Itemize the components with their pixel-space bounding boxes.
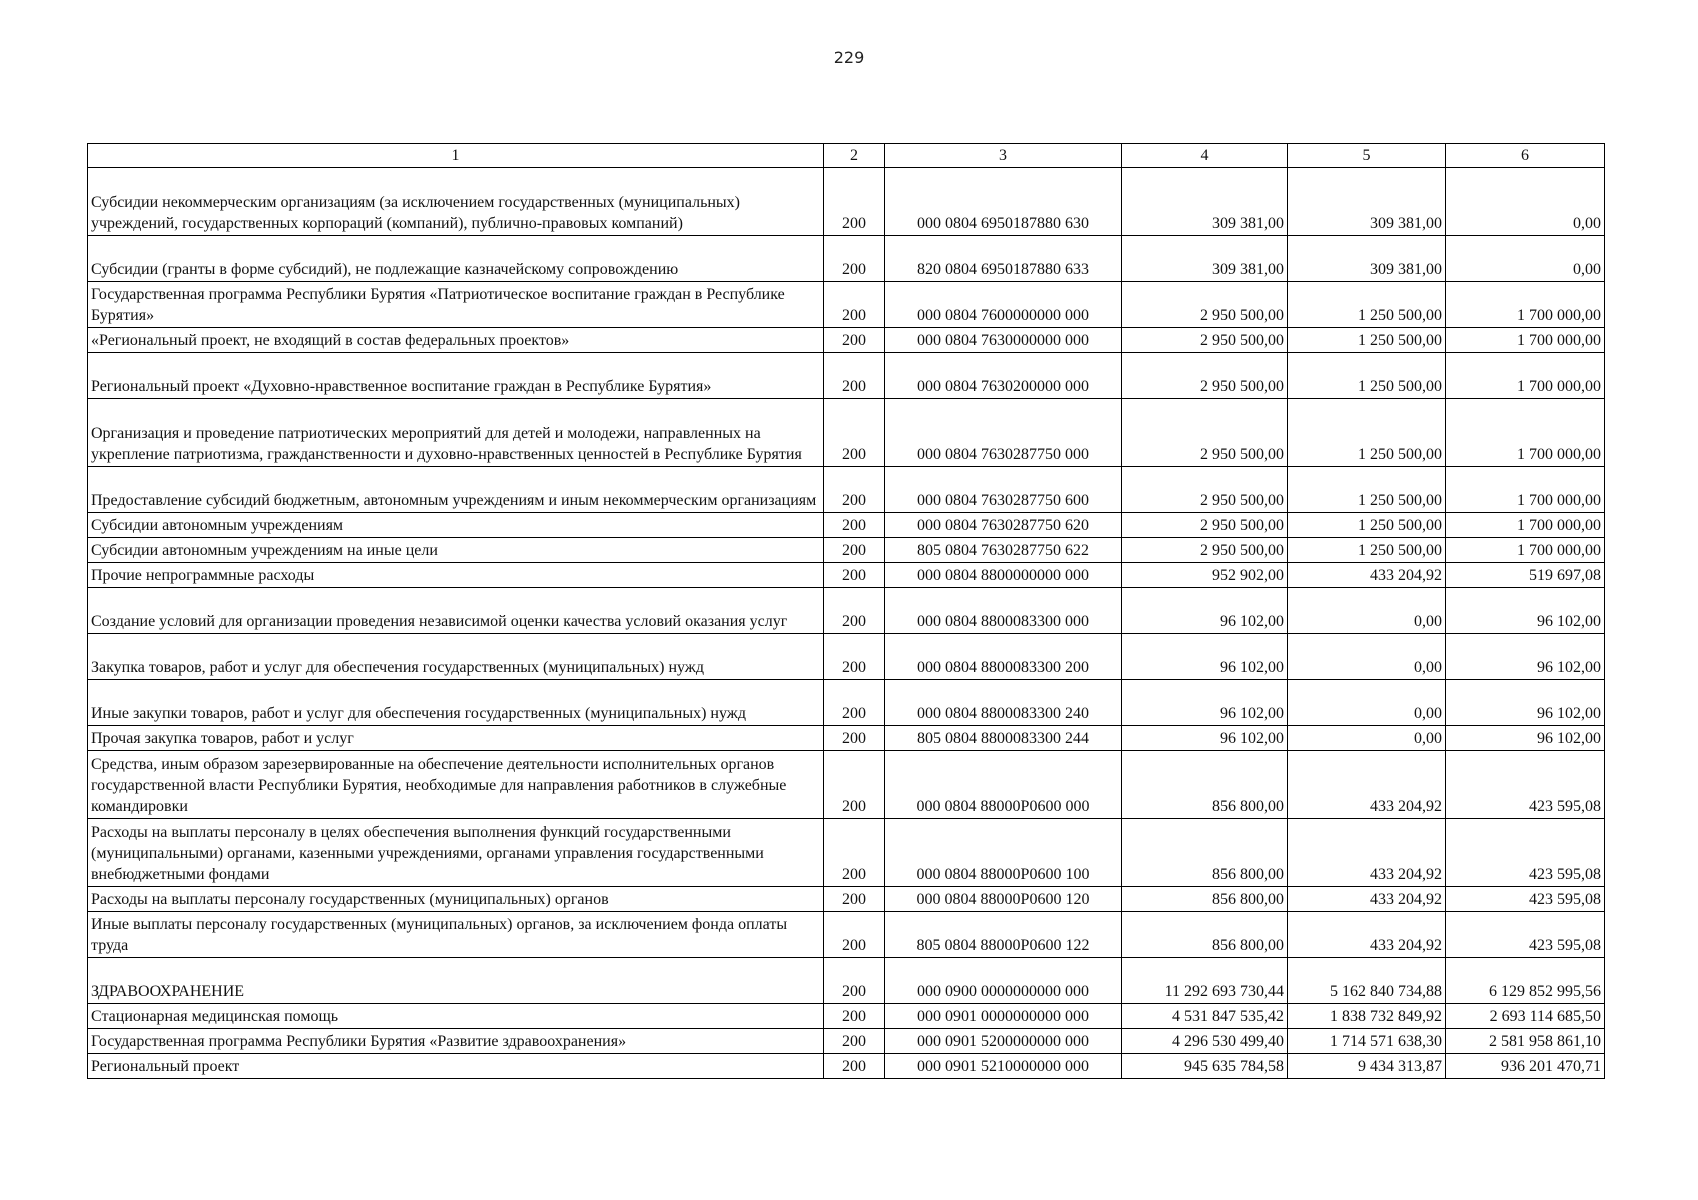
row-value-col5: 1 250 500,00	[1288, 399, 1446, 467]
row-kbk: 000 0804 8800083300 200	[885, 634, 1122, 680]
row-kbk: 000 0804 7600000000 000	[885, 282, 1122, 328]
row-value-col6: 96 102,00	[1446, 726, 1605, 751]
row-code: 200	[824, 1004, 885, 1029]
row-value-col6: 1 700 000,00	[1446, 513, 1605, 538]
row-value-col6: 423 595,08	[1446, 819, 1605, 887]
row-code: 200	[824, 513, 885, 538]
row-name: Прочая закупка товаров, работ и услуг	[88, 726, 824, 751]
row-kbk: 805 0804 8800083300 244	[885, 726, 1122, 751]
row-value-col4: 309 381,00	[1122, 236, 1288, 282]
row-value-col5: 309 381,00	[1288, 236, 1446, 282]
row-value-col5: 1 838 732 849,92	[1288, 1004, 1446, 1029]
row-value-col6: 96 102,00	[1446, 588, 1605, 634]
table-row	[88, 912, 1605, 958]
header-col-3: 3	[885, 144, 1122, 168]
row-name: Субсидии автономным учреждениям	[88, 513, 824, 538]
table-row	[88, 467, 1605, 513]
row-kbk: 000 0804 88000P0600 100	[885, 819, 1122, 887]
row-value-col5: 9 434 313,87	[1288, 1054, 1446, 1079]
row-name: Прочие непрограммные расходы	[88, 563, 824, 588]
row-value-col4: 856 800,00	[1122, 887, 1288, 912]
row-code: 200	[824, 912, 885, 958]
row-kbk: 000 0804 8800000000 000	[885, 563, 1122, 588]
row-kbk: 000 0804 7630287750 600	[885, 467, 1122, 513]
row-name: Иные закупки товаров, работ и услуг для обеспечения государственных (муниципальных) нужд	[88, 680, 824, 726]
row-value-col4: 11 292 693 730,44	[1122, 958, 1288, 1004]
row-name: ЗДРАВООХРАНЕНИЕ	[88, 958, 824, 1004]
row-code: 200	[824, 467, 885, 513]
row-value-col4: 2 950 500,00	[1122, 399, 1288, 467]
row-kbk: 805 0804 88000P0600 122	[885, 912, 1122, 958]
header-col-2: 2	[824, 144, 885, 168]
budget-table	[87, 143, 1605, 1079]
row-value-col4: 2 950 500,00	[1122, 282, 1288, 328]
table-row	[88, 819, 1605, 887]
table-row	[88, 634, 1605, 680]
row-kbk: 000 0901 5210000000 000	[885, 1054, 1122, 1079]
row-code: 200	[824, 680, 885, 726]
row-value-col4: 2 950 500,00	[1122, 538, 1288, 563]
row-value-col5: 1 250 500,00	[1288, 513, 1446, 538]
row-value-col6: 1 700 000,00	[1446, 282, 1605, 328]
row-kbk: 000 0804 7630287750 000	[885, 399, 1122, 467]
row-value-col4: 856 800,00	[1122, 751, 1288, 819]
row-code: 200	[824, 634, 885, 680]
table-row	[88, 1004, 1605, 1029]
table-row	[88, 328, 1605, 353]
row-value-col5: 5 162 840 734,88	[1288, 958, 1446, 1004]
row-value-col4: 96 102,00	[1122, 634, 1288, 680]
row-kbk: 000 0804 8800083300 240	[885, 680, 1122, 726]
row-value-col6: 96 102,00	[1446, 680, 1605, 726]
row-name: Предоставление субсидий бюджетным, автономным учреждениям и иным некоммерческим организациям	[88, 467, 824, 513]
header-col-1: 1	[88, 144, 824, 168]
row-kbk: 000 0804 88000P0600 000	[885, 751, 1122, 819]
row-value-col5: 1 250 500,00	[1288, 467, 1446, 513]
table-row	[88, 588, 1605, 634]
table-row	[88, 1029, 1605, 1054]
row-code: 200	[824, 168, 885, 236]
row-name: Субсидии некоммерческим организациям (за исключением государственных (муниципальных) учреждений, государственных корпораций (компаний), публично-правовых компаний)	[88, 168, 824, 236]
row-value-col6: 423 595,08	[1446, 751, 1605, 819]
row-value-col5: 1 250 500,00	[1288, 282, 1446, 328]
row-value-col6: 1 700 000,00	[1446, 328, 1605, 353]
row-name: Средства, иным образом зарезервированные на обеспечение деятельности исполнительных органов государственной власти Республики Бурятия, необходимые для направления работников в служебные командировки	[88, 751, 824, 819]
row-code: 200	[824, 399, 885, 467]
row-code: 200	[824, 588, 885, 634]
row-value-col6: 1 700 000,00	[1446, 353, 1605, 399]
row-name: Расходы на выплаты персоналу в целях обеспечения выполнения функций государственными (муниципальными) органами, казенными учреждениями, органами управления государственными внебюджетными фондами	[88, 819, 824, 887]
table-row	[88, 236, 1605, 282]
table-row	[88, 563, 1605, 588]
table-body	[88, 168, 1605, 1079]
row-value-col4: 96 102,00	[1122, 680, 1288, 726]
row-name: Субсидии (гранты в форме субсидий), не подлежащие казначейскому сопровождению	[88, 236, 824, 282]
row-code: 200	[824, 282, 885, 328]
row-code: 200	[824, 563, 885, 588]
row-kbk: 000 0901 5200000000 000	[885, 1029, 1122, 1054]
table-row	[88, 958, 1605, 1004]
row-kbk: 000 0901 0000000000 000	[885, 1004, 1122, 1029]
row-value-col5: 0,00	[1288, 680, 1446, 726]
row-name: Государственная программа Республики Бурятия «Развитие здравоохранения»	[88, 1029, 824, 1054]
row-value-col6: 6 129 852 995,56	[1446, 958, 1605, 1004]
row-code: 200	[824, 328, 885, 353]
row-name: Стационарная медицинская помощь	[88, 1004, 824, 1029]
row-value-col5: 433 204,92	[1288, 912, 1446, 958]
row-value-col4: 952 902,00	[1122, 563, 1288, 588]
row-kbk: 000 0900 0000000000 000	[885, 958, 1122, 1004]
row-value-col6: 936 201 470,71	[1446, 1054, 1605, 1079]
row-kbk: 000 0804 7630287750 620	[885, 513, 1122, 538]
table-row	[88, 353, 1605, 399]
table-row	[88, 1054, 1605, 1079]
header-row	[88, 144, 1605, 168]
row-value-col6: 519 697,08	[1446, 563, 1605, 588]
row-code: 200	[824, 726, 885, 751]
row-value-col5: 433 204,92	[1288, 751, 1446, 819]
row-value-col5: 1 714 571 638,30	[1288, 1029, 1446, 1054]
row-code: 200	[824, 353, 885, 399]
table-row	[88, 726, 1605, 751]
table-row	[88, 168, 1605, 236]
row-name: Региональный проект	[88, 1054, 824, 1079]
row-kbk: 000 0804 6950187880 630	[885, 168, 1122, 236]
row-value-col5: 0,00	[1288, 634, 1446, 680]
row-name: «Региональный проект, не входящий в состав федеральных проектов»	[88, 328, 824, 353]
row-name: Иные выплаты персоналу государственных (муниципальных) органов, за исключением фонда оплаты труда	[88, 912, 824, 958]
row-value-col5: 433 204,92	[1288, 887, 1446, 912]
row-name: Организация и проведение патриотических мероприятий для детей и молодежи, направленных на укрепление патриотизма, гражданственности и духовно-нравственных ценностей в Республике Бурятия	[88, 399, 824, 467]
row-value-col6: 96 102,00	[1446, 634, 1605, 680]
header-col-5: 5	[1288, 144, 1446, 168]
row-name: Создание условий для организации проведения независимой оценки качества условий оказания услуг	[88, 588, 824, 634]
row-kbk: 805 0804 7630287750 622	[885, 538, 1122, 563]
row-code: 200	[824, 751, 885, 819]
header-col-6: 6	[1446, 144, 1605, 168]
row-value-col6: 2 693 114 685,50	[1446, 1004, 1605, 1029]
row-value-col6: 423 595,08	[1446, 912, 1605, 958]
table-row	[88, 513, 1605, 538]
row-value-col6: 1 700 000,00	[1446, 538, 1605, 563]
row-name: Расходы на выплаты персоналу государственных (муниципальных) органов	[88, 887, 824, 912]
row-code: 200	[824, 538, 885, 563]
row-name: Региональный проект «Духовно-нравственное воспитание граждан в Республике Бурятия»	[88, 353, 824, 399]
row-value-col5: 0,00	[1288, 726, 1446, 751]
row-value-col4: 96 102,00	[1122, 726, 1288, 751]
row-value-col6: 0,00	[1446, 168, 1605, 236]
row-value-col6: 0,00	[1446, 236, 1605, 282]
table-row	[88, 538, 1605, 563]
row-name: Субсидии автономным учреждениям на иные цели	[88, 538, 824, 563]
row-value-col5: 309 381,00	[1288, 168, 1446, 236]
row-kbk: 000 0804 88000P0600 120	[885, 887, 1122, 912]
row-value-col5: 1 250 500,00	[1288, 538, 1446, 563]
row-value-col6: 1 700 000,00	[1446, 399, 1605, 467]
row-value-col4: 309 381,00	[1122, 168, 1288, 236]
table-row	[88, 282, 1605, 328]
row-value-col4: 2 950 500,00	[1122, 467, 1288, 513]
row-value-col5: 0,00	[1288, 588, 1446, 634]
row-code: 200	[824, 819, 885, 887]
row-value-col4: 856 800,00	[1122, 912, 1288, 958]
table-row	[88, 680, 1605, 726]
row-value-col4: 96 102,00	[1122, 588, 1288, 634]
row-value-col4: 4 296 530 499,40	[1122, 1029, 1288, 1054]
table-row	[88, 751, 1605, 819]
row-value-col5: 433 204,92	[1288, 819, 1446, 887]
table-row	[88, 399, 1605, 467]
row-name: Государственная программа Республики Бурятия «Патриотическое воспитание граждан в Республике Бурятия»	[88, 282, 824, 328]
row-kbk: 000 0804 7630000000 000	[885, 328, 1122, 353]
row-kbk: 000 0804 7630200000 000	[885, 353, 1122, 399]
row-code: 200	[824, 1029, 885, 1054]
row-value-col6: 2 581 958 861,10	[1446, 1029, 1605, 1054]
row-value-col5: 1 250 500,00	[1288, 353, 1446, 399]
row-value-col6: 423 595,08	[1446, 887, 1605, 912]
row-code: 200	[824, 1054, 885, 1079]
row-value-col4: 2 950 500,00	[1122, 513, 1288, 538]
row-code: 200	[824, 887, 885, 912]
table-header	[88, 144, 1605, 168]
row-value-col6: 1 700 000,00	[1446, 467, 1605, 513]
page-number: 229	[833, 48, 865, 67]
row-kbk: 000 0804 8800083300 000	[885, 588, 1122, 634]
row-value-col5: 433 204,92	[1288, 563, 1446, 588]
row-code: 200	[824, 958, 885, 1004]
row-value-col5: 1 250 500,00	[1288, 328, 1446, 353]
row-value-col4: 4 531 847 535,42	[1122, 1004, 1288, 1029]
row-kbk: 820 0804 6950187880 633	[885, 236, 1122, 282]
row-code: 200	[824, 236, 885, 282]
row-name: Закупка товаров, работ и услуг для обеспечения государственных (муниципальных) нужд	[88, 634, 824, 680]
row-value-col4: 945 635 784,58	[1122, 1054, 1288, 1079]
table-row	[88, 887, 1605, 912]
row-value-col4: 2 950 500,00	[1122, 353, 1288, 399]
row-value-col4: 2 950 500,00	[1122, 328, 1288, 353]
row-value-col4: 856 800,00	[1122, 819, 1288, 887]
header-col-4: 4	[1122, 144, 1288, 168]
